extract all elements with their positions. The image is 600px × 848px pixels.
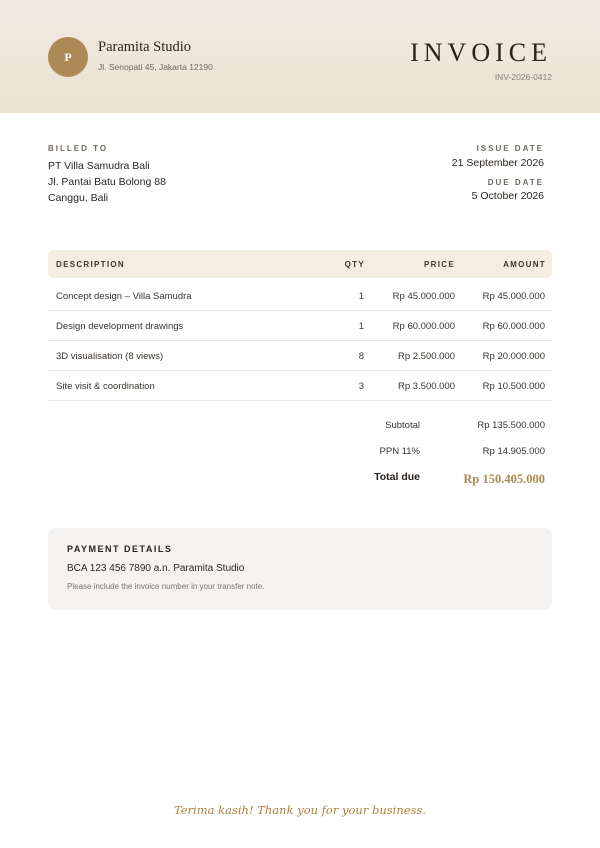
col-amount: AMOUNT — [503, 260, 546, 269]
table-row — [48, 370, 552, 401]
issue-date-label: ISSUE DATE — [476, 144, 544, 153]
row-description: Design development drawings — [56, 321, 184, 332]
table-row — [48, 310, 552, 341]
row-qty: 1 — [358, 291, 364, 302]
col-price: PRICE — [424, 260, 455, 269]
studio-name: Paramita Studio — [98, 39, 192, 55]
invoice-title: INVOICE — [410, 38, 552, 67]
due-date: 5 October 2026 — [471, 190, 544, 202]
row-qty: 8 — [358, 351, 364, 362]
row-qty: 1 — [358, 321, 364, 332]
table-row — [48, 340, 552, 371]
due-date-label: DUE DATE — [487, 178, 544, 187]
subtotal-value: Rp 135.500.000 — [477, 420, 545, 431]
studio-address: Jl. Senopati 45, Jakarta 12190 — [98, 62, 213, 72]
billed-to-label: BILLED TO — [48, 144, 109, 153]
col-description: DESCRIPTION — [56, 260, 125, 269]
row-qty: 3 — [358, 381, 364, 392]
row-description: Concept design – Villa Samudra — [56, 291, 192, 302]
tax-label: PPN 11% — [379, 446, 420, 457]
payment-details-card — [48, 528, 552, 610]
payment-details-title: PAYMENT DETAILS — [67, 544, 173, 554]
table-header — [48, 250, 552, 278]
invoice-header — [0, 0, 600, 113]
payment-note: Please include the invoice number in your transfer note. — [67, 582, 265, 591]
billed-to-city: Canggu, Bali — [48, 192, 109, 204]
row-price: Rp 3.500.000 — [397, 381, 455, 392]
row-amount: Rp 45.000.000 — [482, 291, 545, 302]
table-row — [48, 280, 552, 311]
studio-logo: P — [48, 37, 88, 77]
total-due-label: Total due — [374, 471, 420, 483]
tax-value: Rp 14.905.000 — [482, 446, 545, 457]
row-description: 3D visualisation (8 views) — [56, 351, 164, 362]
thank-you-note: Terima kasih! Thank you for your business. — [173, 803, 427, 817]
billed-to-company: PT Villa Samudra Bali — [48, 160, 150, 172]
row-amount: Rp 60.000.000 — [482, 321, 545, 332]
col-qty: QTY — [344, 260, 365, 269]
issue-date: 21 September 2026 — [451, 157, 544, 169]
billed-to-street: Jl. Pantai Batu Bolong 88 — [48, 176, 166, 188]
row-price: Rp 60.000.000 — [392, 321, 455, 332]
row-price: Rp 45.000.000 — [392, 291, 455, 302]
payment-bank-account: BCA 123 456 7890 a.n. Paramita Studio — [67, 563, 245, 574]
invoice-number: INV-2026-0412 — [494, 72, 552, 82]
row-amount: Rp 20.000.000 — [482, 351, 545, 362]
row-description: Site visit & coordination — [56, 381, 155, 392]
subtotal-label: Subtotal — [385, 420, 420, 431]
row-price: Rp 2.500.000 — [397, 351, 455, 362]
total-due-value: Rp 150.405.000 — [463, 472, 545, 486]
row-amount: Rp 10.500.000 — [482, 381, 545, 392]
